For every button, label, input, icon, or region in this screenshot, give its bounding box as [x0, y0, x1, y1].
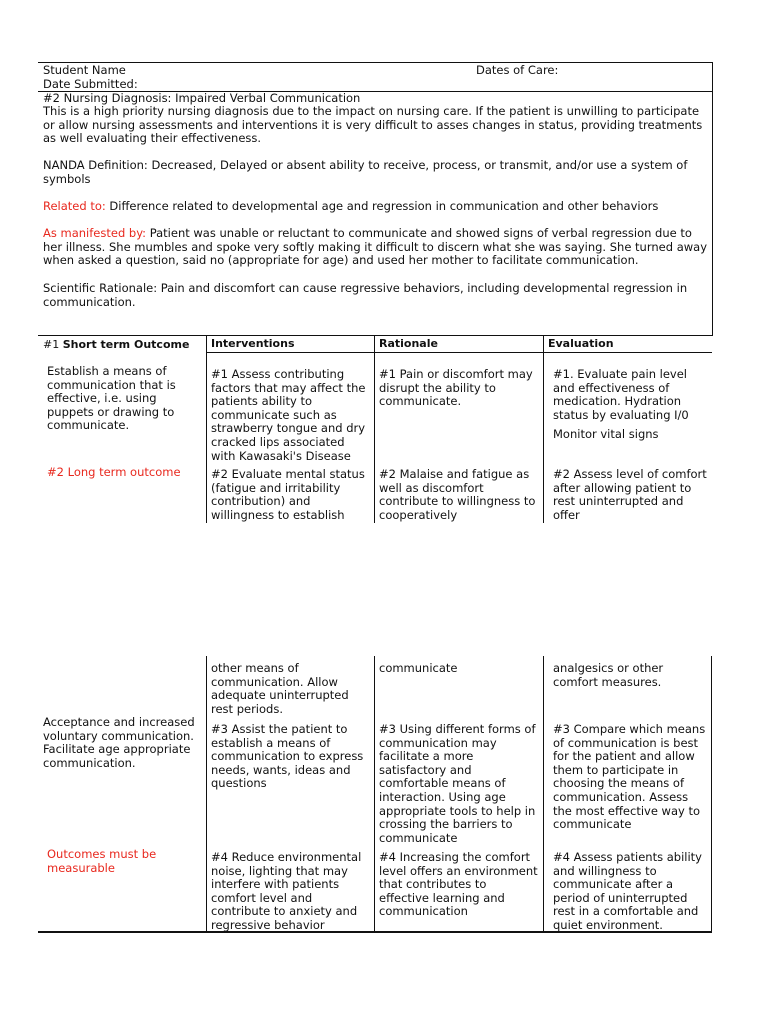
top-border: [38, 62, 712, 63]
p2-col-divider-2: [374, 656, 375, 932]
intervention-1: #1 Assess contributing factors that may affect the patients ability to communicate such as strawberry tongue and dry cracked lips associated with Kawasaki's Disease: [211, 367, 366, 463]
col-divider-2: [374, 336, 375, 523]
related-to-text: Difference related to developmental age and regression in communication and other behaviors: [105, 199, 659, 213]
short-term-outcome: Establish a means of communication that is effective, i.e. using puppets or drawing to communicate.: [47, 364, 176, 433]
header-outcome-prefix: #1: [43, 338, 63, 351]
header-rationale: Rationale: [379, 337, 438, 350]
right-border: [712, 62, 713, 336]
header-outcome: [43, 338, 189, 351]
col-divider-3: [543, 336, 544, 523]
manifested-by-text: Patient was unable or reluctant to communicate and showed signs of verbal regression due to her illness. She mumbles and spoke very softly making it difficult to discern what she was saying. She turned away when asked a question, said no (appropriate for age) and used her mother to facilitate communication.: [43, 226, 707, 268]
p2-col-divider-1: [206, 656, 207, 932]
scientific-rationale: Scientific Rationale: Pain and discomfort can cause regressive behaviors, including developmental regression in communication.: [43, 281, 688, 309]
header-evaluation: Evaluation: [548, 337, 614, 350]
long-term-outcome: Acceptance and increased voluntary communication. Facilitate age appropriate communication.: [43, 715, 195, 770]
long-term-outcome-label: #2 Long term outcome: [47, 465, 181, 479]
row-header-divider: [206, 352, 712, 353]
evaluation-1-vitals: Monitor vital signs: [553, 427, 659, 441]
nanda-definition: NANDA Definition: Decreased, Delayed or absent ability to receive, process, or transmit, and/or use a system of symbols: [43, 158, 688, 186]
p2-col-divider-3: [543, 656, 544, 932]
related-to-label: Related to:: [43, 199, 106, 213]
rationale-1: #1 Pain or discomfort may disrupt the ability to communicate.: [379, 367, 533, 409]
rationale-2-continued: communicate: [379, 661, 458, 675]
evaluation-1: #1. Evaluate pain level and effectiveness of medication. Hydration status by evaluating I/0: [553, 367, 689, 422]
table-top-border: [38, 335, 712, 336]
evaluation-2: #2 Assess level of comfort after allowing patient to rest uninterrupted and offer: [553, 467, 707, 522]
rationale-2: #2 Malaise and fatigue as well as discomfort contribute to willingness to cooperatively: [379, 467, 536, 522]
student-name-label: Student Name: [43, 63, 126, 77]
intervention-4: #4 Reduce environmental noise, lighting that may interfere with patients comfort level and contribute to anxiety and regressive behavior: [211, 850, 362, 932]
intervention-2: #2 Evaluate mental status (fatigue and irritability contribution) and willingness to establish: [211, 467, 365, 522]
measurable-note: Outcomes must be measurable: [47, 847, 157, 875]
related-to: [43, 200, 705, 214]
evaluation-2-continued: analgesics or other comfort measures.: [553, 661, 664, 689]
evaluation-4: #4 Assess patients ability and willingness to communicate after a period of uninterrupted rest in a comfortable and quiet environment.: [553, 850, 702, 932]
evaluation-3: #3 Compare which means of communication is best for the patient and allow them to participate in choosing the means of communication. Assess the most effective way to communicate: [553, 722, 706, 832]
intervention-3: #3 Assist the patient to establish a means of communication to express needs, wants, ideas and questions: [211, 722, 364, 791]
col-divider-1: [206, 336, 207, 523]
rationale-3: #3 Using different forms of communication may facilitate a more satisfactory and comfortable means of interaction. Using age appropriate tools to help in crossing the barriers to communicate: [379, 722, 536, 845]
intervention-2-continued: other means of communication. Allow adequate uninterrupted rest periods.: [211, 661, 349, 716]
date-submitted-label: Date Submitted:: [43, 77, 138, 91]
p2-right-border: [711, 656, 712, 932]
manifested-by: [43, 227, 707, 268]
rationale-4: #4 Increasing the comfort level offers an environment that contributes to effective learning and communication: [379, 850, 538, 919]
diagnosis-intro: This is a high priority nursing diagnosis due to the impact on nursing care. If the patient is unwilling to participate or allow nursing assessments and interventions it is very difficult to asses changes in status, providing treatments as well evaluating their effectiveness.: [43, 104, 703, 146]
diagnosis-title: #2 Nursing Diagnosis: Impaired Verbal Communication: [43, 91, 361, 105]
manifested-by-label: As manifested by:: [43, 226, 147, 240]
header-outcome-label: Short term Outcome: [62, 338, 190, 351]
dates-of-care-label: Dates of Care:: [476, 63, 559, 77]
header-interventions: Interventions: [211, 337, 295, 350]
